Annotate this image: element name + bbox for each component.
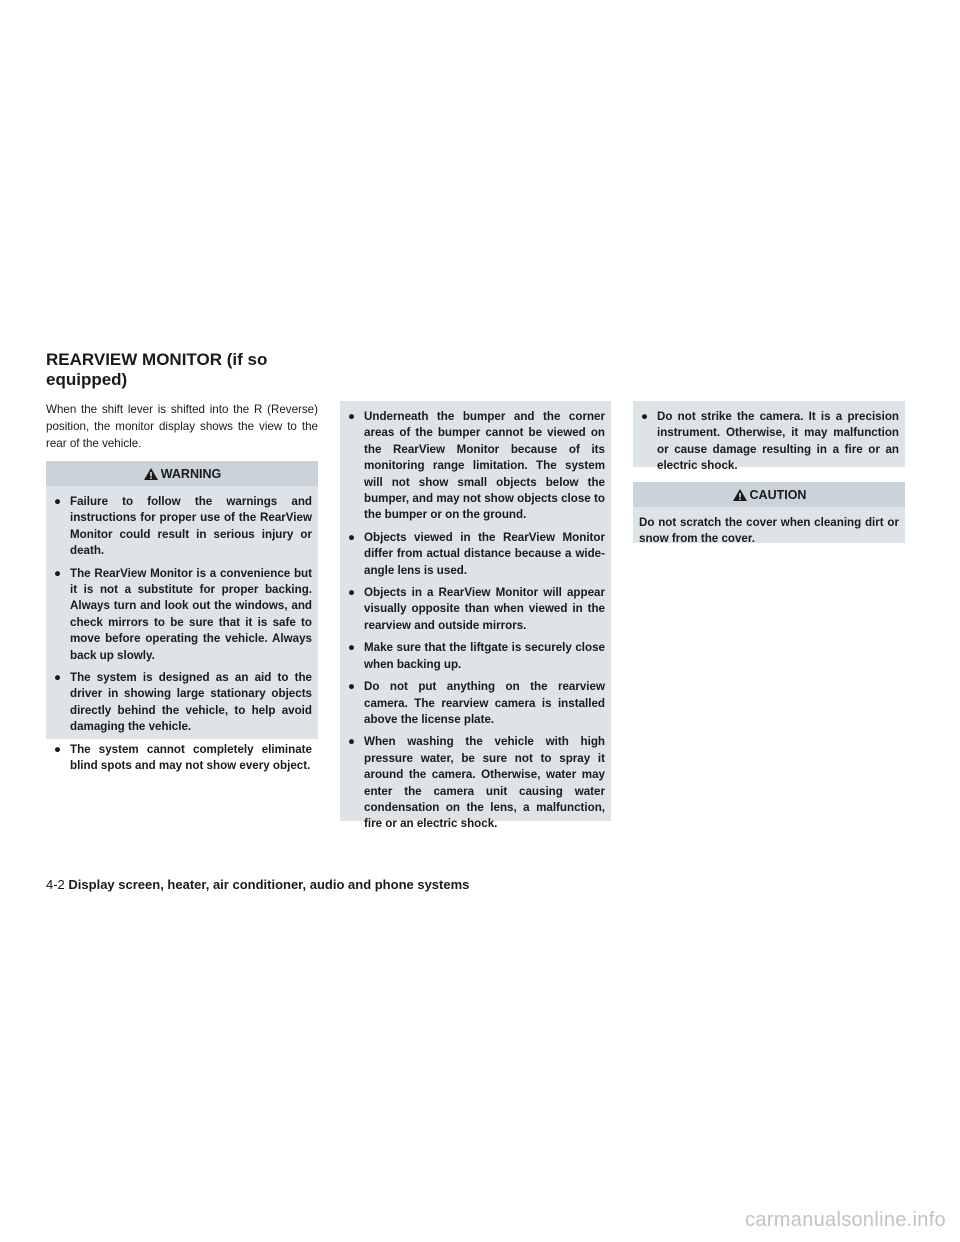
warning-item: ● The system is designed as an aid to the driver in showing large stationary objects directly behind the vehicle, to help avoid damaging the vehicle. (54, 671, 312, 734)
chapter-title: Display screen, heater, air conditioner, audio and phone systems (68, 877, 470, 892)
bullet-icon: ● (348, 410, 356, 423)
bullet-icon: ● (54, 742, 62, 756)
caution-heading: CAUTION (749, 487, 807, 502)
warning-list-col2 (346, 409, 605, 833)
watermark: carmanualsonline.info (745, 1209, 946, 1231)
warning-heading: WARNING (160, 466, 222, 481)
bullet-icon: ● (54, 495, 62, 508)
warning-item: ● Do not put anything on the rearview camera. The rearview camera is installed above the license plate. (348, 680, 605, 726)
bullet-icon: ● (54, 566, 62, 580)
warning-icon (143, 467, 159, 481)
warning-item: ● The RearView Monitor is a convenience but it is not a substitute for proper backing. Always turn and look out the windows, and check mirrors to be sure that it is safe to move before operating the vehicle. Always back up slowly. (54, 566, 312, 662)
warning-box-continued-2 (633, 401, 905, 473)
bullet-icon: ● (641, 410, 649, 423)
page-number: 4-2 (46, 877, 65, 892)
warning-list-col3 (639, 409, 899, 475)
bullet-icon: ● (348, 586, 356, 600)
caution-text: Do not scratch the cover when cleaning dirt or snow from the cover. (639, 516, 899, 546)
intro-paragraph: When the shift lever is shifted into the R (Reverse) position, the monitor display shows the view to the rear of the vehicle. (46, 403, 318, 450)
caution-header (633, 482, 905, 507)
warning-item: ● Underneath the bumper and the corner areas of the bumper cannot be viewed on the RearView Monitor because of its monitoring range limitation. The system will not show small objects below the bumper, and may not show objects close to the bumper or on the ground. (348, 410, 605, 522)
caution-icon (732, 488, 748, 502)
bullet-icon: ● (348, 530, 356, 544)
section-title: REARVIEW MONITOR (if so equipped) (46, 350, 268, 389)
warning-box (46, 461, 318, 773)
bullet-icon: ● (348, 735, 356, 749)
warning-item: ● Do not strike the camera. It is a precision instrument. Otherwise, it may malfunction or cause damage resulting in a fire or an electric shock. (641, 410, 899, 473)
page-footer (46, 877, 646, 893)
bullet-icon: ● (348, 641, 356, 655)
warning-item: ● Objects viewed in the RearView Monitor differ from actual distance because a wide-angle lens is used. (348, 530, 605, 577)
warning-item: ● Failure to follow the warnings and instructions for proper use of the RearView Monitor could result in serious injury or death. (54, 495, 312, 558)
warning-box-continued (340, 401, 611, 831)
warning-item: ● Make sure that the liftgate is securely close when backing up. (348, 641, 605, 671)
warning-item: ● Objects in a RearView Monitor will appear visually opposite than when viewed in the rearview and outside mirrors. (348, 586, 605, 632)
warning-list-col1 (52, 494, 312, 775)
warning-header (46, 461, 318, 486)
bullet-icon: ● (54, 671, 62, 685)
bullet-icon: ● (348, 680, 356, 694)
warning-item: ● The system cannot completely eliminate blind spots and may not show every object. (54, 742, 312, 773)
caution-box (633, 482, 905, 546)
warning-item: ● When washing the vehicle with high pressure water, be sure not to spray it around the camera. Otherwise, water may enter the camera unit causing water condensation on the lens, a malfunction, fire or an electric shock. (348, 735, 605, 831)
